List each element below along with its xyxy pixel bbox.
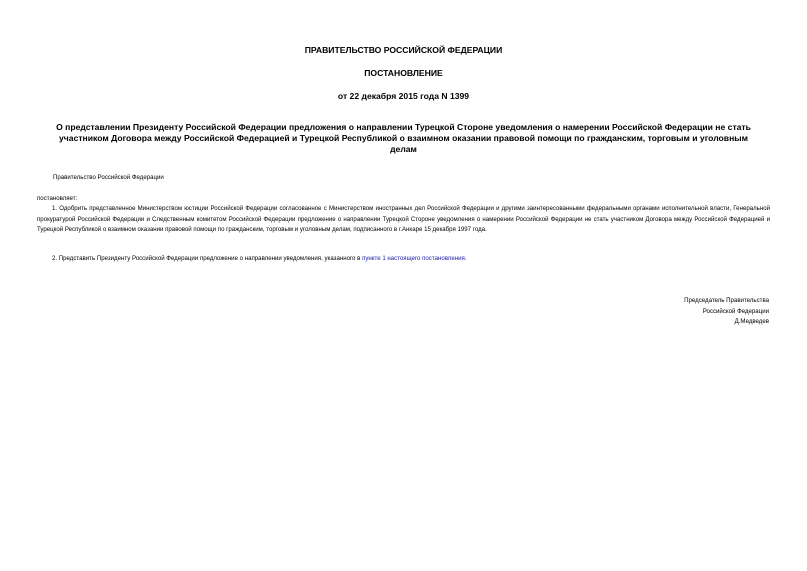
issuer-text: Правительство Российской Федерации [53,174,164,181]
signature-name: Д.Медведев [734,318,769,326]
signature-block [684,296,769,328]
document-title-line-2: участником Договора между Российской Федерацией и Турецкой Республикой о взаимном оказании правовой помощи по гражданским, торговым и уголовным [59,133,748,143]
document-title-line-3: делам [390,144,417,154]
paragraph-item-2 [37,254,770,265]
document-title [30,122,777,155]
signature-position-line-1: Председатель Правительства [684,297,769,304]
paragraph-item-2-text: 2. Представить Президенту Российской Федерации предложение о направлении уведомления, указанного в [52,255,363,262]
decides-text: постановляет: [37,195,78,202]
paragraph-item-1: 1. Одобрить представленное Министерством юстиции Российской Федерации согласованное с Министерством иностранных дел Российской Федерации и другими заинтересованными федеральными органами исполнительной власти, Генеральной прокуратурой Российской Федерации и Следственным комитетом Российской Федерации предложение о направлении Турецкой Стороне уведомления о намерении Российской Федерации не стать участником Договора между Российской Федерацией и Турецкой Республикой о взаимном оказании правовой помощи по гражданским, торговым и уголовным делам, подписанного в г.Анкаре 15 декабря 1997 года. [37,205,770,234]
signature-position-line-2: Российской Федерации [702,307,769,315]
document-title-line-1: О представлении Президенту Российской Федерации предложения о направлении Турецкой Стороне уведомления о намерении Российской Федерации не стать [56,122,751,132]
item-1-reference-link[interactable]: пункте 1 настоящего постановления [362,255,465,262]
government-heading: ПРАВИТЕЛЬСТВО РОССИЙСКОЙ ФЕДЕРАЦИИ [304,45,503,55]
document-type-heading: ПОСТАНОВЛЕНИЕ [364,68,443,78]
paragraph-item-2-end: . [464,255,467,262]
document-date-number: от 22 декабря 2015 года N 1399 [337,91,470,101]
